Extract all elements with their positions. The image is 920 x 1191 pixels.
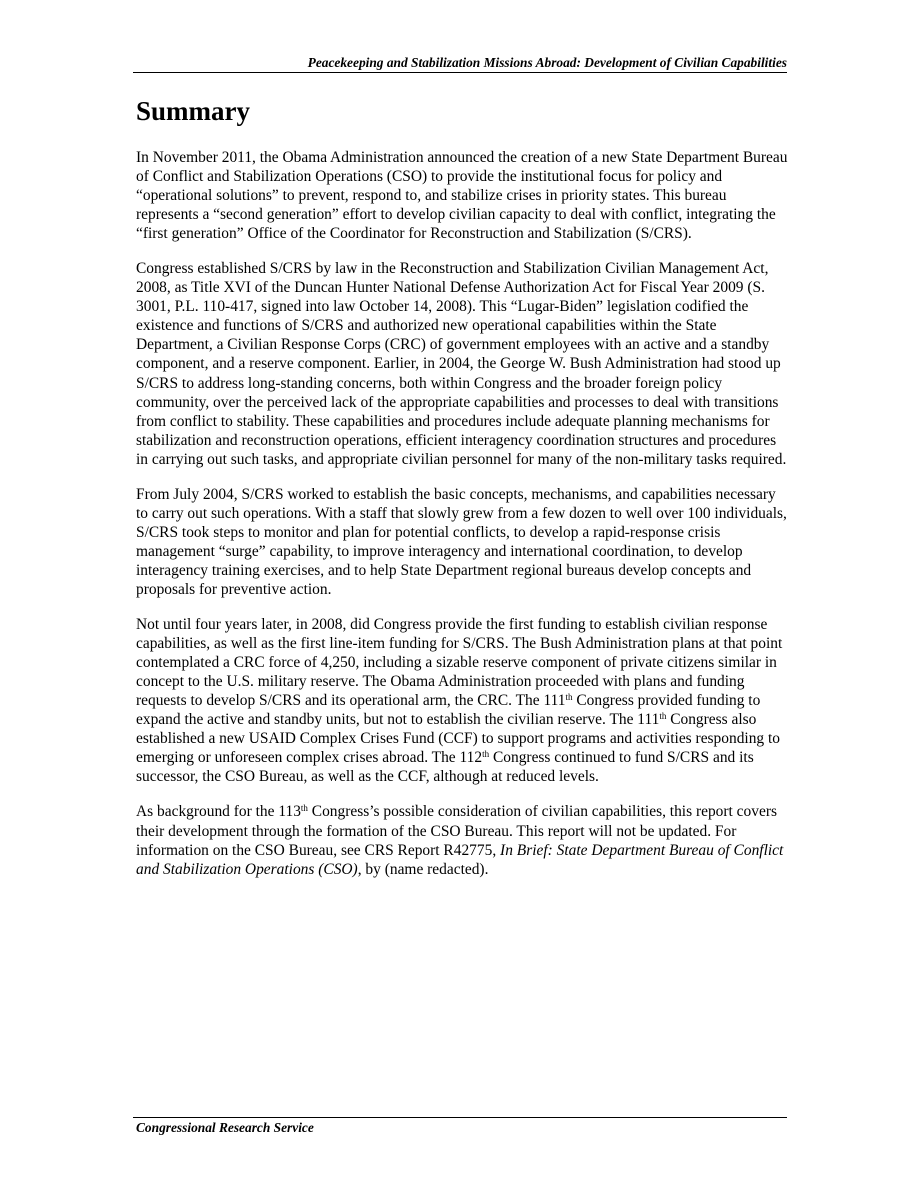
summary-paragraph-5 (136, 802, 788, 878)
paragraph-5-text-2: Congress’s possible consideration of civilian capabilities, this report covers their development through the formation of the CSO Bureau. This report will not be updated. For information on the CSO Bureau, see CRS Report R42775, (136, 803, 777, 859)
summary-paragraph-1: In November 2011, the Obama Administration announced the creation of a new State Department Bureau of Conflict and Stabilization Operations (CSO) to provide the institutional focus for policy and “operational solutions” to prevent, respond to, and stabilize crises in priority states. This bureau represents a “second generation” effort to develop civilian capacity to deal with conflict, integrating the “first generation” Office of the Coordinator for Reconstruction and Stabilization (S/CRS). (136, 149, 788, 243)
running-header: Peacekeeping and Stabilization Missions Abroad: Development of Civilian Capabilities (307, 55, 787, 70)
paragraph-4-text-1: Not until four years later, in 2008, did Congress provide the first funding to establish civilian response capabilities, as well as the first line-item funding for S/CRS. The Bush Administration plans at that point contemplated a CRC force of 4,250, including a sizable reserve component of private citizens similar in concept to the U.S. military reserve. The Obama Administration proceeded with plans and funding requests to develop S/CRS and its operational arm, the CRC. The 111 (136, 616, 783, 710)
footer-publisher: Congressional Research Service (136, 1120, 314, 1135)
page-title: Summary (136, 96, 250, 126)
paragraph-4-text-4: Congress continued to fund S/CRS and its successor, the CSO Bureau, as well as the CCF, although at reduced levels. (136, 749, 754, 786)
report-title-reference: In Brief: State Department Bureau of Conflict and Stabilization Operations (CSO) (136, 841, 784, 878)
paragraph-4-text-3: Congress also established a new USAID Complex Crises Fund (CCF) to support programs and activities responding to emerging or unforeseen complex crises abroad. The 112 (136, 711, 781, 767)
header-divider (133, 72, 787, 73)
ordinal-suffix: th (565, 692, 573, 703)
paragraph-5-text-1: As background for the 113 (136, 803, 301, 821)
summary-body (136, 148, 788, 895)
ordinal-suffix: th (300, 803, 308, 814)
footer-divider (133, 1117, 787, 1118)
summary-paragraph-4 (136, 615, 788, 786)
ordinal-suffix: th (659, 711, 667, 722)
paragraph-4-text-2: Congress provided funding to expand the active and standby units, but not to establish the civilian reserve. The 111 (136, 692, 761, 729)
summary-paragraph-3: From July 2004, S/CRS worked to establish the basic concepts, mechanisms, and capabilities necessary to carry out such operations. With a staff that slowly grew from a few dozen to well over 100 individuals, S/CRS took steps to monitor and plan for potential conflicts, to develop a rapid-response crisis management “surge” capability, to improve interagency and international coordination, to develop interagency training exercises, and to help State Department regional bureaus develop concepts and proposals for preventive action. (136, 485, 787, 598)
paragraph-5-text-3: , by (name redacted). (357, 860, 489, 878)
summary-paragraph-2: Congress established S/CRS by law in the Reconstruction and Stabilization Civilian Management Act, 2008, as Title XVI of the Duncan Hunter National Defense Authorization Act for Fiscal Year 2009 (S. 3001, P.L. 110-417, signed into law October 14, 2008). This “Lugar-Biden” legislation codified the existence and functions of S/CRS and authorized new operational capabilities within the State Department, a Civilian Response Corps (CRC) of government employees with an active and a standby component, and a reserve component. Earlier, in 2004, the George W. Bush Administration had stood up S/CRS to address long-standing concerns, both within Congress and the broader foreign policy community, over the perceived lack of the appropriate capabilities and processes to deal with transitions from conflict to stability. These capabilities and procedures include adequate planning mechanisms for stabilization and reconstruction operations, efficient interagency coordination structures and procedures in carrying out such tasks, and appropriate civilian personnel for many of the non-military tasks required. (136, 260, 787, 468)
ordinal-suffix: th (482, 749, 490, 760)
